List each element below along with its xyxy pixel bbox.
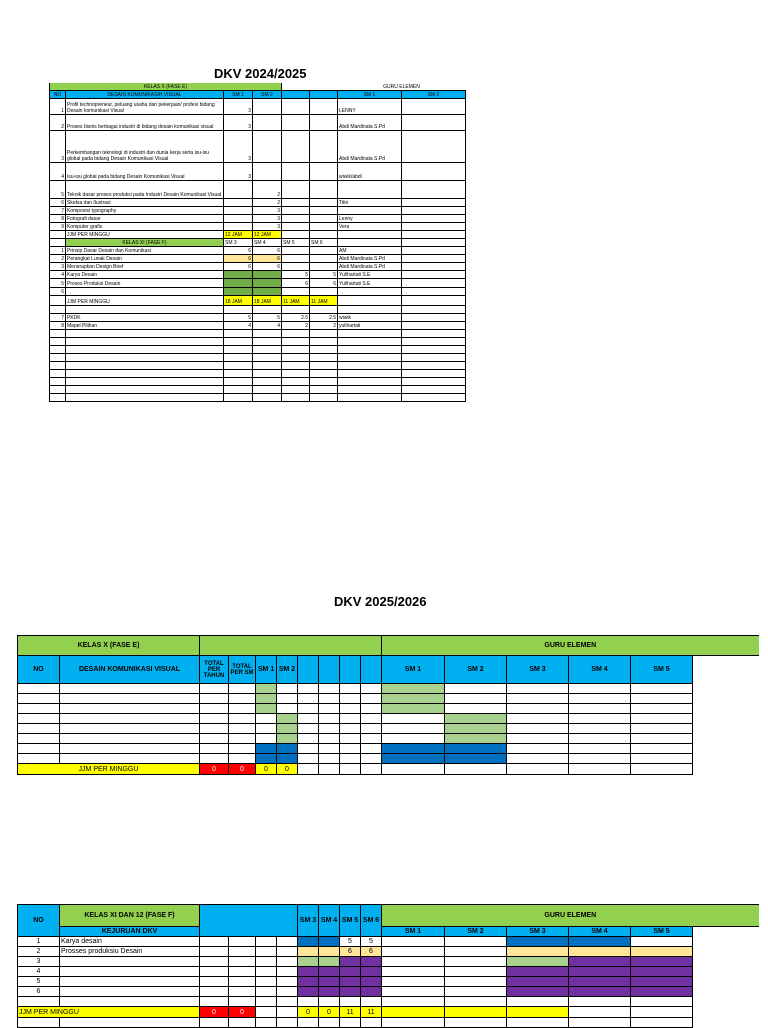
cell-sm2	[253, 131, 282, 163]
row-no: 6	[50, 288, 66, 296]
col-no: NO	[18, 656, 60, 684]
col-sm6: SM 6	[310, 239, 338, 247]
col-guru-sm4: SM 4	[569, 927, 631, 937]
cell-sm2: 3	[253, 215, 282, 223]
col-guru-sm5: SM 5	[631, 927, 693, 937]
cell-sm6: 5	[361, 937, 382, 947]
cell-sm1	[224, 223, 253, 231]
row-name	[60, 987, 200, 997]
row-name: Komputer grafis	[66, 223, 224, 231]
row-name	[60, 957, 200, 967]
jjm-label: JJM PER MINGGU	[66, 231, 224, 239]
col-desain: DESAIN KOMUNIKASIH VISUAL	[66, 91, 224, 99]
jjm-sm5: 11	[340, 1007, 361, 1018]
col-sm6: SM 6	[361, 905, 382, 937]
cell-sm3: 6	[224, 247, 253, 255]
jjm-total-sm: 0	[229, 1007, 256, 1018]
col-sm2: SM 2	[277, 656, 298, 684]
col-guru-sm2: SM 2	[445, 927, 507, 937]
cell-guru	[338, 207, 402, 215]
row-name	[60, 977, 200, 987]
row-name: Proses Produksi Desain	[66, 279, 224, 288]
cell-sm4	[253, 271, 282, 279]
cell-sm2	[253, 99, 282, 115]
row-name: Perangkat Lunak Desain	[66, 255, 224, 263]
col-sm2: SM 2	[253, 91, 282, 99]
row-no: 5	[50, 279, 66, 288]
jjm-total-tahun: 0	[200, 764, 229, 775]
jjm-sm4: 0	[319, 1007, 340, 1018]
cell-guru: wiwik/abdi	[338, 163, 402, 181]
col-sm3: SM 3	[224, 239, 253, 247]
row-no: 6	[50, 199, 66, 207]
jjm-sm6: 11	[361, 1007, 382, 1018]
cell-sm1: 3	[224, 115, 253, 131]
col-guru-sm1: SM 1	[338, 91, 402, 99]
col-total-sm: TOTAL PER SM	[229, 656, 256, 684]
cell-guru	[338, 181, 402, 199]
row-no: 7	[50, 314, 66, 322]
kelas-x-header: KELAS X (FASE E)	[50, 83, 282, 91]
cell-sm5	[282, 255, 310, 263]
cell-sm3	[224, 279, 253, 288]
cell-sm4: 6	[253, 263, 282, 271]
row-no: 2	[18, 947, 60, 957]
guru-elemen-header: GURU ELEMEN	[382, 636, 759, 656]
cell-sm1: 3	[224, 131, 253, 163]
cell-guru: Abdi Mardinata S.Pd	[338, 255, 402, 263]
cell-sm5: 6	[340, 947, 361, 957]
jjm2-sm3: 18 JAM	[224, 296, 253, 306]
cell-guru: Lenny	[338, 215, 402, 223]
col-sm3: SM 3	[298, 905, 319, 937]
cell-guru: Abdi Mardinata S.Pd	[338, 115, 402, 131]
cell-sm1	[224, 199, 253, 207]
row-no: 8	[50, 322, 66, 330]
table-2024	[49, 83, 466, 402]
row-name: Isu-isu global pada bidang Desain Komunikasi Visual	[66, 163, 224, 181]
row-no: 6	[18, 987, 60, 997]
cell-guru: Yulihartati S.E	[338, 279, 402, 288]
row-name: Perkembangan teknologi di industri dan dunia kerja serta isu-isu global pada bidang Desain Komunikasi Visual	[66, 131, 224, 163]
kelas-xi-header: KELAS XI (FASE F)	[66, 239, 224, 247]
col-guru-sm2: SM 2	[402, 91, 466, 99]
cell-sm6: 2	[310, 322, 338, 330]
row-no: 4	[18, 967, 60, 977]
col-guru-sm2: SM 2	[445, 656, 507, 684]
col-guru-sm5: SM 5	[631, 656, 693, 684]
cell-sm6: 6	[310, 279, 338, 288]
row-no: 3	[50, 131, 66, 163]
col-sm5: SM 5	[282, 239, 310, 247]
row-name: Komposisi typography	[66, 207, 224, 215]
row-name: Menerapkan Design Brief	[66, 263, 224, 271]
cell-sm5: 5	[282, 271, 310, 279]
cell-guru: LENNY	[338, 99, 402, 115]
cell-sm2: 3	[253, 207, 282, 215]
row-name: PKDK	[66, 314, 224, 322]
guru-elemen-header: GURU ELEMEN	[338, 83, 466, 91]
row-no: 5	[18, 977, 60, 987]
row-name: Profil technopreneur, peluang usaha dan pekerjaan/ profesi bidang Desain komunikasi Visual	[66, 99, 224, 115]
cell-sm1	[224, 181, 253, 199]
kelas-xi-header: KELAS XI DAN 12 (FASE F)	[60, 905, 200, 927]
title-2024: DKV 2024/2025	[214, 66, 307, 81]
row-name: Sketsa dan Ilustrasi	[66, 199, 224, 207]
row-no: 4	[50, 271, 66, 279]
jjm-sm2: 12 JAM	[253, 231, 282, 239]
cell-sm5: 2	[282, 322, 310, 330]
col-guru-sm3: SM 3	[507, 656, 569, 684]
cell-sm2: 2	[253, 199, 282, 207]
cell-sm4: 6	[253, 247, 282, 255]
table-2025-kelas-xi	[17, 904, 759, 1028]
row-name: Fotografi dasar	[66, 215, 224, 223]
cell-sm2: 2	[253, 181, 282, 199]
cell-guru: Yulihartati S.E	[338, 271, 402, 279]
jjm-sm2: 0	[277, 764, 298, 775]
col-guru-sm1: SM 1	[382, 927, 445, 937]
kelas-x-header: KELAS X (FASE E)	[18, 636, 200, 656]
col-guru-sm4: SM 4	[569, 656, 631, 684]
cell-sm4	[253, 279, 282, 288]
cell-sm3: 6	[224, 255, 253, 263]
jjm2-sm5: 11 JAM	[282, 296, 310, 306]
cell-sm6	[310, 263, 338, 271]
row-name: Mapel Pilihan	[66, 322, 224, 330]
row-no: 9	[50, 223, 66, 231]
row-no: 8	[50, 215, 66, 223]
cell-sm1	[224, 207, 253, 215]
col-desain: DESAIN KOMUNIKASI VISUAL	[60, 656, 200, 684]
cell-sm4: 5	[253, 314, 282, 322]
row-name	[60, 967, 200, 977]
row-name	[66, 288, 224, 296]
cell-sm4: 6	[253, 255, 282, 263]
row-no: 2	[50, 255, 66, 263]
col-sm4: SM 4	[253, 239, 282, 247]
cell-guru: AM	[338, 247, 402, 255]
jjm2-sm4: 18 JAM	[253, 296, 282, 306]
row-no: 5	[50, 181, 66, 199]
cell-sm5	[282, 263, 310, 271]
cell-sm3: 4	[224, 322, 253, 330]
jjm-sm1: 12 JAM	[224, 231, 253, 239]
cell-guru: wiwik	[338, 314, 402, 322]
cell-guru: Abdi Mardinata S.Pd	[338, 263, 402, 271]
jjm-total-tahun: 0	[200, 1007, 229, 1018]
cell-sm6: 6	[361, 947, 382, 957]
cell-sm3: 6	[224, 263, 253, 271]
guru-elemen-header: GURU ELEMEN	[382, 905, 759, 927]
cell-sm3	[224, 271, 253, 279]
cell-sm1	[224, 215, 253, 223]
cell-guru: Abdi Mardinata S.Pd	[338, 131, 402, 163]
row-name: Teknik dasar proses produksi pada Industri Desain Komunikasi Visual	[66, 181, 224, 199]
cell-sm2	[253, 163, 282, 181]
row-name: Karya desain	[60, 937, 200, 947]
jjm-label: JJM PER MINGGU	[18, 1007, 200, 1018]
col-guru-sm3: SM 3	[507, 927, 569, 937]
title-2025: DKV 2025/2026	[334, 594, 427, 609]
cell-sm1: 3	[224, 99, 253, 115]
col-no: NO	[50, 91, 66, 99]
table-2025-kelas-x	[17, 635, 759, 775]
row-no: 1	[18, 937, 60, 947]
row-no: 4	[50, 163, 66, 181]
col-sm4: SM 4	[319, 905, 340, 937]
jjm-label: JJM PER MINGGU	[18, 764, 200, 775]
row-no: 1	[50, 99, 66, 115]
row-no: 7	[50, 207, 66, 215]
jjm-sm3: 0	[298, 1007, 319, 1018]
col-guru-sm1: SM 1	[382, 656, 445, 684]
cell-guru: Titin	[338, 199, 402, 207]
jjm2-sm6: 11 JAM	[310, 296, 338, 306]
cell-sm5	[282, 247, 310, 255]
cell-sm3: 5	[224, 314, 253, 322]
cell-sm6: 2.5	[310, 314, 338, 322]
cell-guru: yulihartati	[338, 322, 402, 330]
cell-sm4: 4	[253, 322, 282, 330]
cell-sm5: 6	[282, 279, 310, 288]
col-sm1: SM 1	[256, 656, 277, 684]
jjm2-label: JJM PER MINGGU	[66, 296, 224, 306]
row-name: Proses bisnis berbagai industri di bidang desain komunikasi visual	[66, 115, 224, 131]
row-name: Karya Desain	[66, 271, 224, 279]
row-no: 3	[18, 957, 60, 967]
col-sm1: SM 1	[224, 91, 253, 99]
col-sm5: SM 5	[340, 905, 361, 937]
cell-sm2: 3	[253, 223, 282, 231]
row-name: Prinsip Dasar Desain dan Komunikasi	[66, 247, 224, 255]
col-no: NO	[18, 905, 60, 937]
cell-sm5: 2.5	[282, 314, 310, 322]
jjm-sm1: 0	[256, 764, 277, 775]
cell-sm6: 5	[310, 271, 338, 279]
cell-sm6	[310, 247, 338, 255]
row-name: Prosses produksiu Desain	[60, 947, 200, 957]
cell-sm1: 3	[224, 163, 253, 181]
row-no: 3	[50, 263, 66, 271]
cell-sm6	[310, 255, 338, 263]
col-total-tahun: TOTAL PER TAHUN	[200, 656, 229, 684]
cell-sm5: 5	[340, 937, 361, 947]
row-no: 1	[50, 247, 66, 255]
kejuruan-header: KEJURUAN DKV	[60, 927, 200, 937]
jjm-total-sm: 0	[229, 764, 256, 775]
cell-guru: Vera	[338, 223, 402, 231]
cell-sm2	[253, 115, 282, 131]
row-no: 2	[50, 115, 66, 131]
